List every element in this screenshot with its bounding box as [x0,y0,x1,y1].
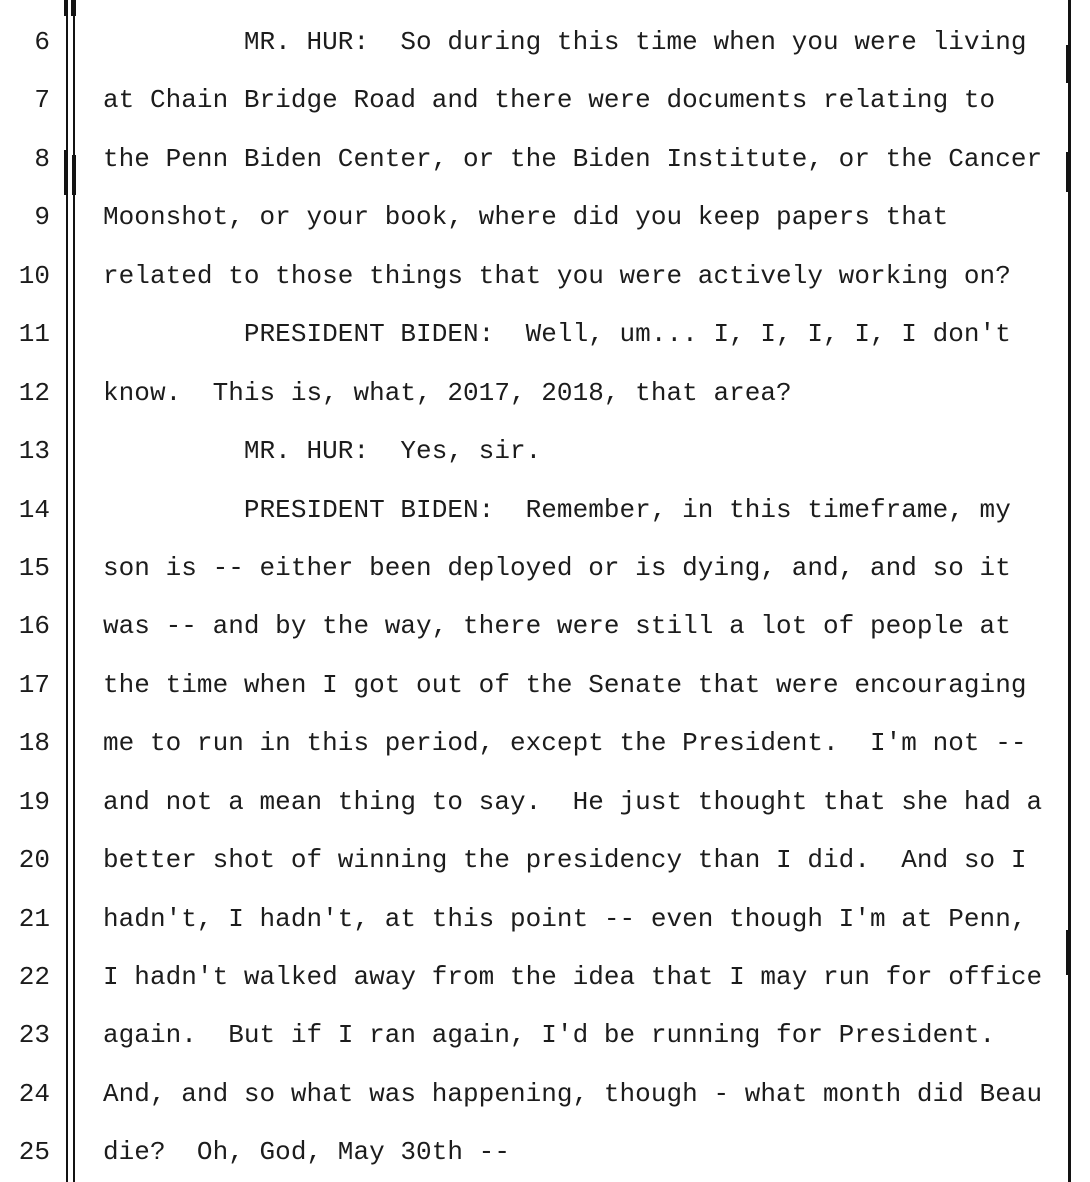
line-text: son is -- either been deployed or is dying, and, and so it [103,552,1011,583]
line-text: related to those things that you were actively working on? [103,260,1011,291]
transcript-line [0,1123,1090,1181]
line-text: I hadn't walked away from the idea that I may run for office [103,962,1043,992]
line-number: 14 [18,494,50,525]
transcript-line [0,1006,1090,1064]
transcript-line [0,773,1090,831]
transcript-line [0,481,1090,539]
line-number: 10 [18,260,50,291]
line-number: 24 [18,1078,50,1109]
transcript-line [0,247,1090,305]
line-text: PRESIDENT BIDEN: Remember, in this timeframe, my [103,494,1011,525]
line-text: And, and so what was happening, though - what month did Beau [103,1078,1043,1109]
line-number: 19 [18,786,50,817]
line-text: MR. HUR: So during this time when you were living [103,27,1027,57]
line-number: 15 [18,552,50,583]
transcript-body [0,13,1090,1182]
line-number: 12 [18,377,50,408]
line-text: hadn't, I hadn't, at this point -- even though I'm at Penn, [103,903,1027,934]
line-number: 8 [34,143,50,174]
transcript-line [0,1065,1090,1123]
transcript-line [0,422,1090,480]
transcript-line [0,831,1090,889]
line-text: and not a mean thing to say. He just thought that she had a [103,786,1043,817]
line-text: was -- and by the way, there were still a lot of people at [103,611,1011,642]
line-text: MR. HUR: Yes, sir. [103,436,542,467]
line-text: the time when I got out of the Senate that were encouraging [103,669,1027,700]
line-number: 23 [18,1020,50,1051]
transcript-line [0,13,1090,71]
line-text: again. But if I ran again, I'd be running for President. [103,1020,996,1051]
line-number: 6 [34,27,50,57]
transcript-line [0,714,1090,772]
line-number: 13 [18,436,50,467]
line-number: 21 [18,903,50,934]
line-text: better shot of winning the presidency than I did. And so I [103,845,1027,876]
transcript-line [0,188,1090,246]
line-text: die? Oh, God, May 30th -- [103,1137,510,1168]
transcript-line [0,656,1090,714]
line-text: at Chain Bridge Road and there were documents relating to [103,85,996,116]
line-number: 18 [18,728,50,759]
line-number: 25 [18,1137,50,1168]
line-number: 22 [18,962,50,992]
transcript-line [0,71,1090,129]
transcript-line [0,130,1090,188]
line-text: know. This is, what, 2017, 2018, that area? [103,377,792,408]
transcript-line [0,597,1090,655]
transcript-line [0,305,1090,363]
transcript-line [0,948,1090,1006]
line-number: 20 [18,845,50,876]
line-number: 16 [18,611,50,642]
line-number: 7 [34,85,50,116]
transcript-line [0,364,1090,422]
line-text: the Penn Biden Center, or the Biden Institute, or the Cancer [103,143,1043,174]
transcript-line [0,539,1090,597]
line-number: 11 [18,319,50,350]
line-text: Moonshot, or your book, where did you keep papers that [103,202,949,233]
line-number: 9 [34,202,50,233]
transcript-line [0,890,1090,948]
line-text: me to run in this period, except the President. I'm not -- [103,728,1027,759]
line-text: PRESIDENT BIDEN: Well, um... I, I, I, I, I don't [103,319,1011,350]
line-number: 17 [18,669,50,700]
